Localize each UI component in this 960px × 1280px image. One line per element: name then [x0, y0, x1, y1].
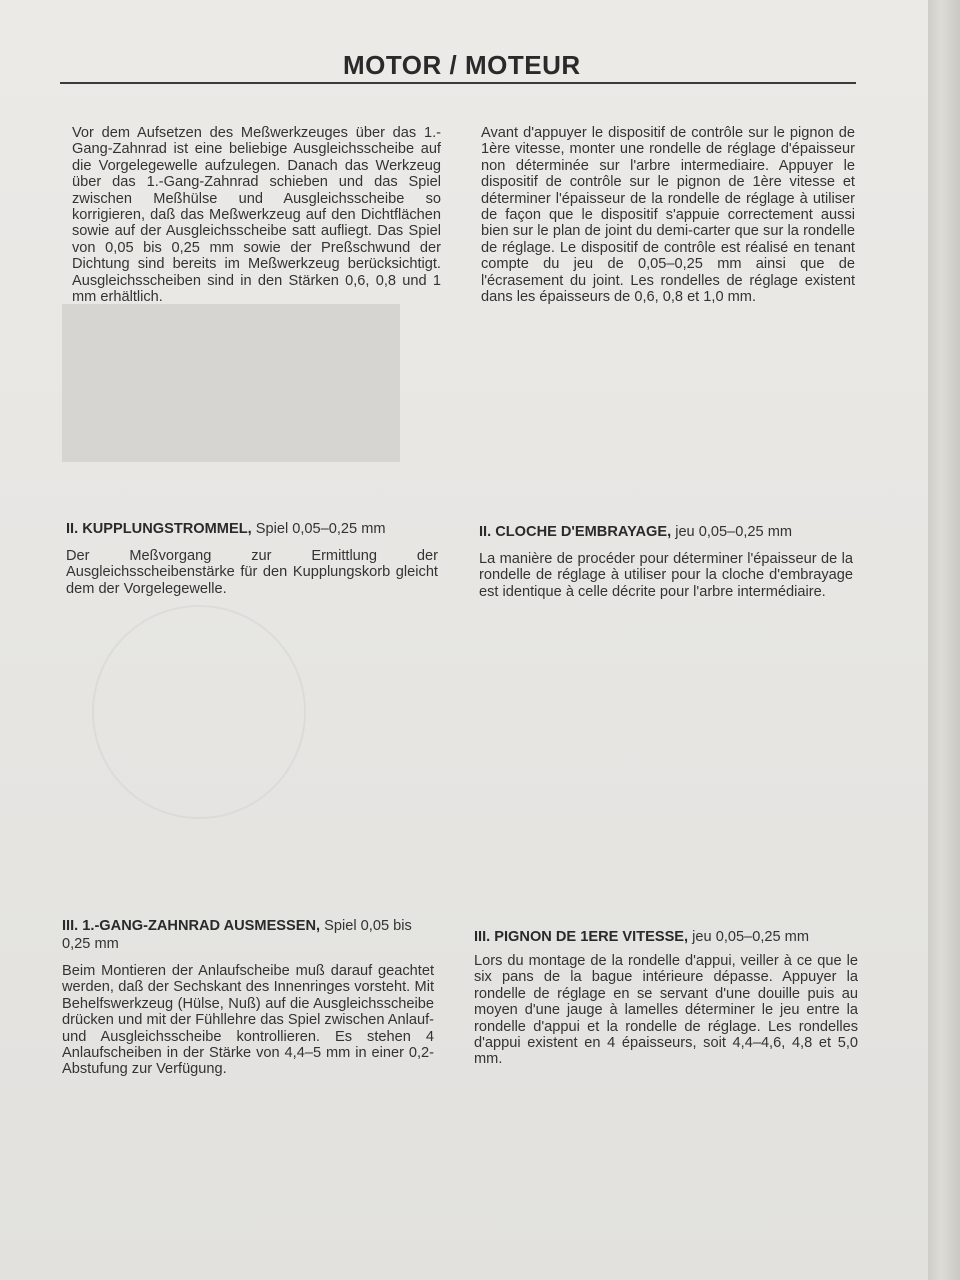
- section-2-sub-fr: jeu 0,05–0,25 mm: [675, 524, 793, 540]
- section-3-sub-fr: jeu 0,05–0,25 mm: [692, 929, 809, 945]
- section-2-sub-de: Spiel 0,05–0,25 mm: [255, 521, 386, 537]
- section-2-heading-de: [66, 520, 446, 538]
- header-rule: [60, 82, 856, 84]
- section-3-title-fr: III. PIGNON DE 1ERE VITESSE,: [474, 929, 689, 945]
- section-2-body-de: Der Meßvorgang zur Ermittlung der Ausgleichsscheibenstärke für den Kupplungskorb gleicht dem der Vorgelegewelle.: [66, 548, 438, 597]
- page-edge: [928, 0, 960, 1280]
- section-3-body-fr: Lors du montage de la rondelle d'appui, veiller à ce que le six pans de la bague intérieure dépasse. Appuyer la rondelle de réglage en se servant d'une douille puis au moyen d'une jauge à lamelles déterminer le jeu entre la rondelle d'appui et la rondelle de réglage. Les rondelles d'appui existent en 4 épaisseurs, soit 4,4–4,6, 4,8 et 5,0 mm.: [474, 953, 858, 1068]
- section-2-title-de: II. KUPPLUNGSTROMMEL,: [66, 521, 252, 537]
- section-3-heading-fr: [474, 928, 874, 946]
- section-3-body-de: Beim Montieren der Anlaufscheibe muß darauf geachtet werden, daß der Sechskant des Innenringes vorsteht. Mit Behelfswerkzeug (Hülse, Nuß) auf die Ausgleichsscheibe drücken und mit der Fühllehre das Spiel zwischen Anlauf- und Ausgleichsscheibe kontrollieren. Es stehen 4 Anlaufscheiben in der Stärke von 4,4–5 mm in einer 0,2-Abstufung zur Verfügung.: [62, 963, 434, 1078]
- section-3-heading-de: [62, 917, 422, 953]
- page-title: MOTOR / MOTEUR: [343, 50, 581, 80]
- show-through-figure: [92, 605, 306, 819]
- section-2-title-fr: II. CLOCHE D'EMBRAYAGE,: [479, 524, 672, 540]
- section-3-sub-de: Spiel 0,05 bis 0,25 mm: [62, 918, 412, 952]
- section-3-title-de: III. 1.-GANG-ZAHNRAD AUSMESSEN,: [62, 918, 321, 934]
- intro-paragraph-fr: Avant d'appuyer le dispositif de contrôle sur le pignon de 1ère vitesse, monter une rondelle de réglage d'épaisseur non déterminée sur l'arbre intermediaire. Appuyer le dispositif de contrôle sur le pignon de 1ère vitesse et déterminer l'épaisseur de la rondelle de réglage à utiliser de façon que le dispositif s'appuie correctement aussi bien sur le plan de joint du demi-carter que sur la rondelle de réglage. Le dispositif de contrôle est réalisé en tenant compte du jeu de 0,05–0,25 mm ainsi que de l'écrasement du joint. Les rondelles de réglage existent dans les épaisseurs de 0,6, 0,8 et 1,0 mm.: [481, 125, 855, 306]
- section-2-heading-fr: [479, 523, 859, 541]
- intro-paragraph-de: Vor dem Aufsetzen des Meßwerkzeuges über das 1.-Gang-Zahnrad ist eine beliebige Ausgleichsscheibe auf die Vorgelegewelle aufzulegen. Danach das Werkzeug über das 1.-Gang-Zahnrad schieben und das Spiel zwischen Meßhülse und Ausgleichsscheibe so korrigieren, daß das Meßwerkzeug auf den Dichtflächen sowie auf der Ausgleichsscheibe satt aufliegt. Das Spiel von 0,05 bis 0,25 mm sowie der Preßschwund der Dichtung sind bereits im Meßwerkzeug berücksichtigt. Ausgleichsscheiben sind in den Stärken 0,6, 0,8 und 1 mm erhältlich.: [72, 125, 441, 306]
- blank-figure-area: [62, 304, 400, 462]
- section-2-body-fr: La manière de procéder pour déterminer l'épaisseur de la rondelle de réglage à utiliser pour la cloche d'embrayage est identique à celle décrite pour l'arbre intermédiaire.: [479, 551, 853, 600]
